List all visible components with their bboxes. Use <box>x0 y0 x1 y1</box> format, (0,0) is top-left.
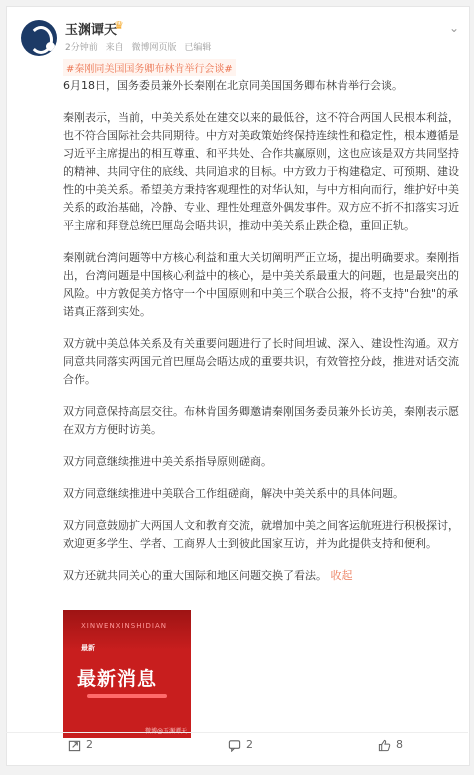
weibo-post-card <box>6 6 470 766</box>
image-top-text: XINWENXINSHIDIAN <box>81 622 168 630</box>
like-icon <box>378 739 391 752</box>
paragraph: 秦刚表示，当前，中美关系处在建交以来的最低谷，这不符合两国人民根本利益，也不符合国际社会共同期待。中方对美政策始终保持连续性和稳定性，根本遵循是习近平主席提出的相互尊重、和平共处、合作共赢原则，这也应该是双方共同坚持的精神、共同守住的底线、共同追求的目标。中方致力于构建稳定、可预期、建设性的中美关系。希望美方秉持客观理性的对华认知，与中方相向而行，维护好中美关系的政治基础，冷静、专业、理性处理意外偶发事件。双方应不折不扣落实习近平主席和拜登总统巴厘岛会晤共识，推动中美关系止跌企稳，重回正轨。 <box>63 111 459 232</box>
avatar-logo-dot <box>46 42 55 51</box>
paragraph: 秦刚就台湾问题等中方核心利益和重大关切阐明严正立场，提出明确要求。秦刚指出，台湾问题是中国核心利益中的核心，是中美关系最重大的问题，也是最突出的风险。中方敦促美方恪守一个中国原则和中美三个联合公报，将不支持"台独"的承诺真正落到实处。 <box>63 251 459 318</box>
post-source[interactable]: 微博网页版 <box>131 43 177 53</box>
vip-badge-icon: ♛ <box>114 19 124 32</box>
repost-count: 2 <box>86 738 93 751</box>
author-name[interactable]: 玉渊谭天 <box>65 23 118 38</box>
comment-button[interactable] <box>228 738 253 752</box>
image-logo-text: 最新 <box>81 644 95 652</box>
collapse-link[interactable]: 收起 <box>330 569 353 582</box>
like-button[interactable] <box>378 738 403 752</box>
comment-count: 2 <box>246 738 253 751</box>
post-body <box>63 77 465 599</box>
paragraph: 双方同意继续推进中美关系指导原则磋商。 <box>63 455 272 468</box>
post-image[interactable] <box>63 610 191 738</box>
source-prefix: 来自 <box>105 43 124 53</box>
image-watermark: 微博@玉渊谭天 <box>144 728 187 735</box>
image-underline <box>87 694 167 698</box>
edited-label[interactable]: 已编辑 <box>184 43 212 53</box>
image-headline: 最新消息 <box>77 668 158 690</box>
comment-icon <box>228 739 241 752</box>
action-bar <box>6 732 468 761</box>
paragraph: 6月18日，国务委员兼外长秦刚在北京同美国国务卿布林肯举行会谈。 <box>63 79 403 92</box>
paragraph: 双方同意鼓励扩大两国人文和教育交流，就增加中美之间客运航班进行积极探讨，欢迎更多学生、学者、工商界人士到彼此国家互访，并为此提供支持和便利。 <box>63 519 459 550</box>
paragraph-last <box>63 567 465 585</box>
last-paragraph-text: 双方还就共同关心的重大国际和地区问题交换了看法。 <box>63 569 327 582</box>
more-menu-icon[interactable]: ⌄ <box>448 21 459 35</box>
avatar[interactable] <box>21 20 57 56</box>
repost-button[interactable] <box>68 738 93 752</box>
paragraph: 双方同意继续推进中美联合工作组磋商，解决中美关系中的具体问题。 <box>63 487 404 500</box>
topic-hashtag[interactable]: #秦刚同美国国务卿布林肯举行会谈# <box>63 59 236 76</box>
post-time[interactable]: 2分钟前 <box>65 43 98 53</box>
repost-icon <box>68 739 81 752</box>
paragraph: 双方同意保持高层交往。布林肯国务卿邀请秦刚国务委员兼外长访美，秦刚表示愿在双方方便时访美。 <box>63 405 459 436</box>
paragraph: 双方就中美总体关系及有关重要问题进行了长时间坦诚、深入、建设性沟通。双方同意共同落实两国元首巴厘岛会晤达成的重要共识，有效管控分歧，推进对话交流合作。 <box>63 337 459 386</box>
post-meta <box>65 40 216 53</box>
like-count: 8 <box>396 738 403 751</box>
